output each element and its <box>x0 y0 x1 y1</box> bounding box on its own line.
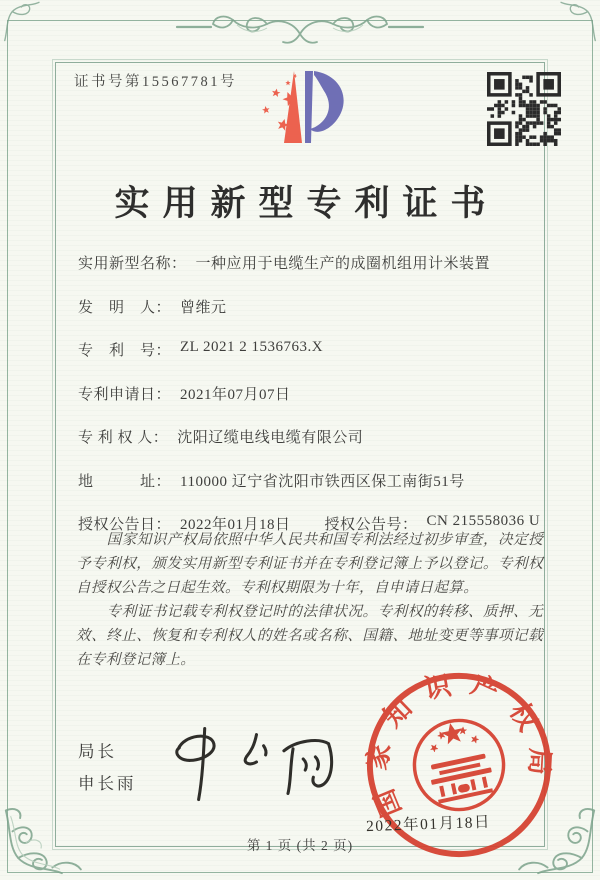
field-row-patentee <box>78 426 552 447</box>
national-emblem-icon <box>406 712 512 818</box>
certificate-number: 证书号第15567781号 <box>74 74 237 90</box>
field-row-inventor <box>78 296 552 317</box>
seal-date: 2022年01月18日 <box>365 813 492 836</box>
issuer-name: 申长雨 <box>78 775 137 794</box>
top-center-flourish-ornament <box>175 4 425 50</box>
field-row-utility-model-name <box>78 252 552 273</box>
field-value: 110000 辽宁省沈阳市铁西区保工南街51号 <box>180 473 465 490</box>
field-row-patent-number <box>78 339 552 360</box>
field-value: ZL 2021 2 1536763.X <box>180 339 324 355</box>
field-label: 授权公告号： <box>324 517 418 533</box>
field-label: 地 址： <box>78 473 172 490</box>
field-label: 发 明 人： <box>78 299 172 316</box>
field-row-filing-date <box>78 383 552 404</box>
certificate-title: 实用新型专利证书 <box>114 184 499 223</box>
field-label: 授权公告日： <box>78 517 172 533</box>
issuer-title: 局长 <box>78 743 117 761</box>
field-value: 一种应用于电缆生产的成圈机组用计米装置 <box>195 256 491 272</box>
legal-text-block <box>76 529 543 673</box>
page-number-footer: 第 1 页 (共 2 页) <box>246 838 354 853</box>
issuer-block <box>78 736 137 800</box>
field-value: 曾维元 <box>180 299 227 316</box>
field-label: 实用新型名称： <box>78 256 187 272</box>
cnipa-logo-icon <box>238 62 354 164</box>
field-label: 专利申请日： <box>78 386 172 403</box>
top-left-flourish-ornament <box>3 0 61 58</box>
seal-text: 国家知识产权局 <box>361 667 556 822</box>
qr-code <box>487 72 561 146</box>
field-label: 专 利 权 人： <box>78 430 169 446</box>
top-right-flourish-ornament <box>539 0 597 58</box>
field-value: 沈阳辽缆电线电缆有限公司 <box>177 430 364 446</box>
field-value: 2021年07月07日 <box>180 386 291 403</box>
field-value: 2022年01月18日 <box>180 517 291 533</box>
field-value: CN 215558036 U <box>426 513 541 529</box>
field-row-address <box>78 470 552 491</box>
field-label: 专 利 号： <box>78 343 172 359</box>
legal-paragraph-1: 国家知识产权局依照中华人民共和国专利法经过初步审查，决定授予专利权，颁发实用新型专利证书并在专利登记簿上予以登记。专利权自授权公告之日起生效。专利权期限为十年，自申请日起算。 <box>76 532 543 596</box>
legal-paragraph-2: 专利证书记载专利权登记时的法律状况。专利权的转移、质押、无效、终止、恢复和专利权人的姓名或名称、国籍、地址变更等事项记载在专利登记簿上。 <box>76 603 543 668</box>
signature-handwriting <box>158 718 356 808</box>
field-list <box>78 252 552 557</box>
